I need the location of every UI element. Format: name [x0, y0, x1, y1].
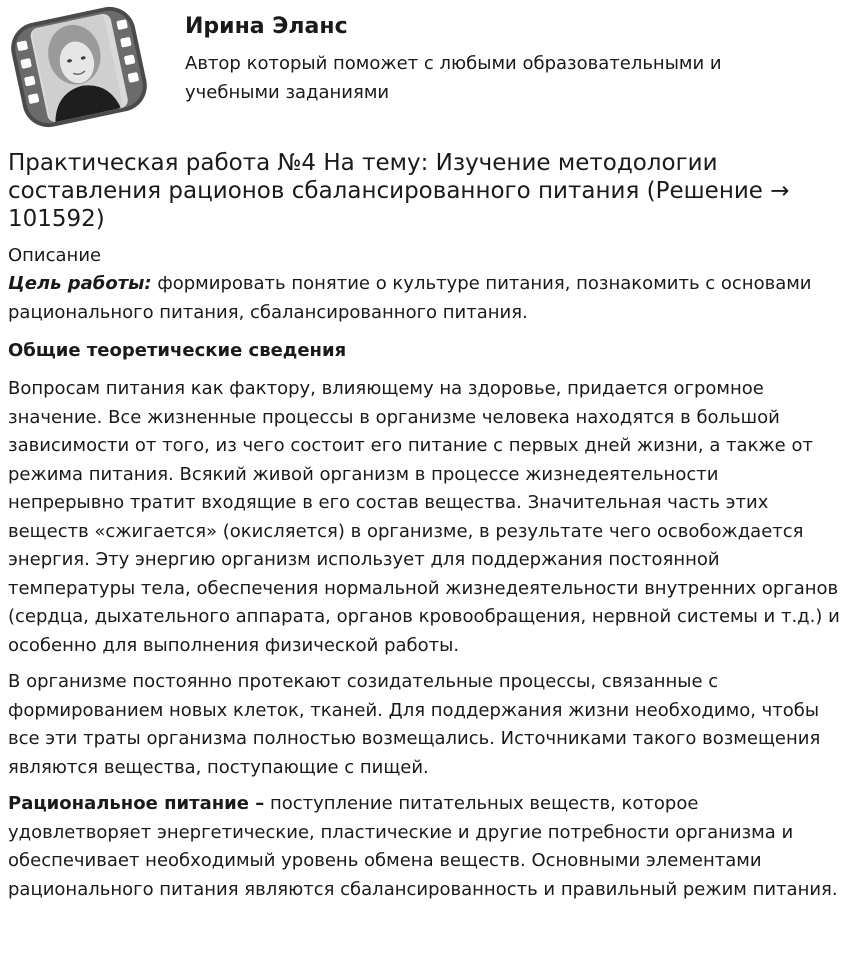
rational-label: Рациональное питание – [8, 793, 265, 814]
goal-label: Цель работы: [8, 273, 152, 294]
paragraph-nutrition-importance: Вопросам питания как фактору, влияющему на здоровье, придается огромное значение. Все жизненные процессы в организме человека находятся в большой зависимости от того, из чего состоит его питание с первых дней жизни, а также от режима питания. Всякий живой организм в процессе жизнедеятельности непрерывно тратит входящие в его состав вещества. Значительная часть этих веществ «сжигается» (окисляется) в организме, в результате чего освобождается энергия. Эту энергию организм использует для поддержания постоянной температуры тела, обеспечения нормальной жизнедеятельности внутренних органов (сердца, дыхательного аппарата, органов кровообращения, нервной системы и т.д.) и особенно для выполнения физической работы. [8, 378, 840, 656]
goal-paragraph [8, 270, 840, 327]
author-name[interactable]: Ирина Эланс [185, 14, 348, 39]
description-label: Описание [8, 245, 102, 266]
paragraph-creative-processes: В организме постоянно протекают созидательные процессы, связанные с формированием новых клеток, тканей. Для поддержания жизни необходимо, чтобы все эти траты организма полностью возмещались. Источниками такого возмещения являются вещества, поступающие с пищей. [8, 671, 821, 778]
theory-heading: Общие теоретические сведения [8, 340, 347, 361]
author-description: Автор который поможет с любыми образовательными и учебными заданиями [185, 53, 722, 103]
author-avatar[interactable] [6, 6, 152, 128]
goal-text: формировать понятие о культуре питания, познакомить с основами рационального питания, сбалансированного питания. [8, 273, 812, 323]
article [8, 149, 840, 904]
rational-text: поступление питательных веществ, которое удовлетворяет энергетические, пластические и другие потребности организма и обеспечивает необходимый уровень обмена веществ. Основными элементами рационального питания являются сбалансированность и правильный режим питания. [8, 793, 838, 900]
page-title: Практическая работа №4 На тему: Изучение методологии составления рационов сбалансированного питания (Решение → 101592) [8, 150, 790, 232]
paragraph-rational-nutrition [8, 790, 840, 904]
author-card [0, 0, 847, 140]
